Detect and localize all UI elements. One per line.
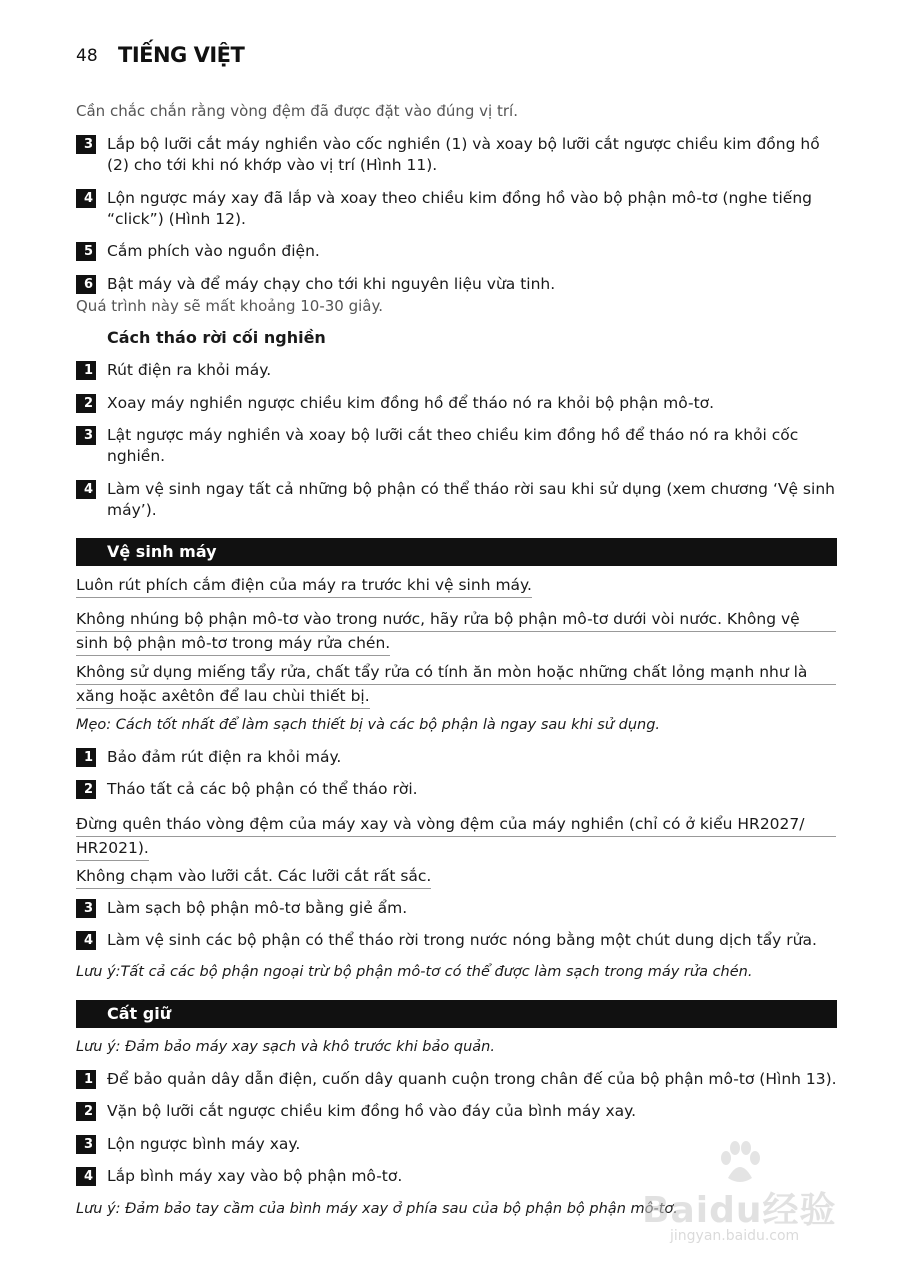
step-item [76,241,846,262]
step-number: 2 [76,780,96,799]
step-text: Lật ngược máy nghiền và xoay bộ lưỡi cắt theo chiều kim đồng hồ để tháo nó ra khỏi cốc nghiền. [107,426,799,465]
note-text: Đảm bảo máy xay sạch và khô trước khi bảo quản. [120,1039,495,1055]
tip-text: Cách tốt nhất để làm sạch thiết bị và các bộ phận là ngay sau khi sử dụng. [111,717,661,733]
step-text: Bật máy và để máy chạy cho tới khi nguyên liệu vừa tinh. [107,275,556,293]
step-number: 3 [76,899,96,918]
page-title: TIẾNG VIỆT [118,43,245,67]
step-item [76,479,846,521]
step-text: Làm vệ sinh ngay tất cả những bộ phận có thể tháo rời sau khi sử dụng (xem chương ‘Vệ sinh máy’). [107,480,835,519]
step-text: Lộn ngược máy xay đã lắp và xoay theo chiều kim đồng hồ vào bộ phận mô-tơ (nghe tiếng “click”) (Hình 12). [107,189,812,228]
duration-note: Quá trình này sẽ mất khoảng 10-30 giây. [76,297,383,315]
step-text: Lắp bộ lưỡi cắt máy nghiền vào cốc nghiền (1) và xoay bộ lưỡi cắt ngược chiều kim đồng hồ (2) cho tới khi nó khớp vào vị trí (Hình 11). [107,135,820,174]
step-number: 1 [76,1070,96,1089]
step-text: Làm sạch bộ phận mô-tơ bằng giẻ ẩm. [107,899,408,917]
warning-text: Không nhúng bộ phận mô-tơ vào trong nước, hãy rửa bộ phận mô-tơ dưới vòi nước. Không vệ [76,608,836,632]
watermark-site: jingyan.baidu.com [670,1228,800,1244]
step-text: Để bảo quản dây dẫn điện, cuốn dây quanh cuộn trong chân đế của bộ phận mô-tơ (Hình 13). [107,1070,837,1088]
note-label: Lưu ý: [76,964,121,980]
warning-text: HR2021). [76,837,149,861]
step-number: 2 [76,394,96,413]
warning-item [76,813,836,861]
step-item [76,1069,846,1090]
step-text: Vặn bộ lưỡi cắt ngược chiều kim đồng hồ vào đáy của bình máy xay. [107,1102,637,1120]
section-header-cleaning: Vệ sinh máy [76,538,837,566]
section-subheading: Cách tháo rời cối nghiền [107,328,326,347]
step-number: 4 [76,1167,96,1186]
note-label: Lưu ý: [76,1039,121,1055]
warning-item [76,574,836,598]
step-text: Lắp bình máy xay vào bộ phận mô-tơ. [107,1167,403,1185]
step-number: 3 [76,1135,96,1154]
intro-note: Cần chắc chắn rằng vòng đệm đã được đặt vào đúng vị trí. [76,102,518,120]
step-number: 5 [76,242,96,261]
cleaning-note [76,962,846,982]
step-item [76,425,846,467]
step-text: Tháo tất cả các bộ phận có thể tháo rời. [107,780,418,798]
tip-note [76,715,846,735]
warning-text: Không chạm vào lưỡi cắt. Các lưỡi cắt rất sắc. [76,865,431,889]
step-item [76,274,846,295]
step-text: Cắm phích vào nguồn điện. [107,242,320,260]
step-number: 2 [76,1102,96,1121]
step-number: 4 [76,480,96,499]
step-item [76,779,846,800]
warning-text: sinh bộ phận mô-tơ trong máy rửa chén. [76,632,390,656]
step-text: Lộn ngược bình máy xay. [107,1135,301,1153]
step-number: 1 [76,361,96,380]
step-text: Làm vệ sinh các bộ phận có thể tháo rời trong nước nóng bằng một chút dung dịch tẩy rửa. [107,931,817,949]
step-item [76,898,846,919]
step-item [76,930,846,951]
step-number: 3 [76,135,96,154]
step-text: Bảo đảm rút điện ra khỏi máy. [107,748,342,766]
warning-item [76,608,836,656]
warning-text: Đừng quên tháo vòng đệm của máy xay và vòng đệm của máy nghiền (chỉ có ở kiểu HR2027/ [76,813,836,837]
step-item [76,360,846,381]
paw-icon [716,1140,764,1188]
note-label: Lưu ý: [76,1201,121,1217]
tip-label: Mẹo: [76,717,112,733]
watermark-brand: Baidu经验 [642,1190,837,1231]
note-text: Đảm bảo tay cầm của bình máy xay ở phía sau của bộ phận bộ phận mô-tơ. [120,1201,678,1217]
watermark [642,1140,842,1250]
step-text: Rút điện ra khỏi máy. [107,361,272,379]
step-number: 3 [76,426,96,445]
warning-item [76,661,836,709]
step-item [76,188,846,230]
note-text: Tất cả các bộ phận ngoại trừ bộ phận mô-tơ có thể được làm sạch trong máy rửa chén. [120,964,753,980]
step-item [76,134,846,176]
step-number: 4 [76,189,96,208]
step-item [76,1101,846,1122]
step-text: Xoay máy nghiền ngược chiều kim đồng hồ để tháo nó ra khỏi bộ phận mô-tơ. [107,394,715,412]
step-item [76,747,846,768]
warning-item [76,865,836,889]
storage-note [76,1037,846,1057]
step-number: 4 [76,931,96,950]
warning-text: Không sử dụng miếng tẩy rửa, chất tẩy rửa có tính ăn mòn hoặc những chất lỏng mạnh như là [76,661,836,685]
warning-text: Luôn rút phích cắm điện của máy ra trước khi vệ sinh máy. [76,574,532,598]
step-number: 1 [76,748,96,767]
warning-text: xăng hoặc axêtôn để lau chùi thiết bị. [76,685,370,709]
step-number: 6 [76,275,96,294]
section-header-storage: Cất giữ [76,1000,837,1028]
step-item [76,393,846,414]
page-number: 48 [76,46,98,66]
